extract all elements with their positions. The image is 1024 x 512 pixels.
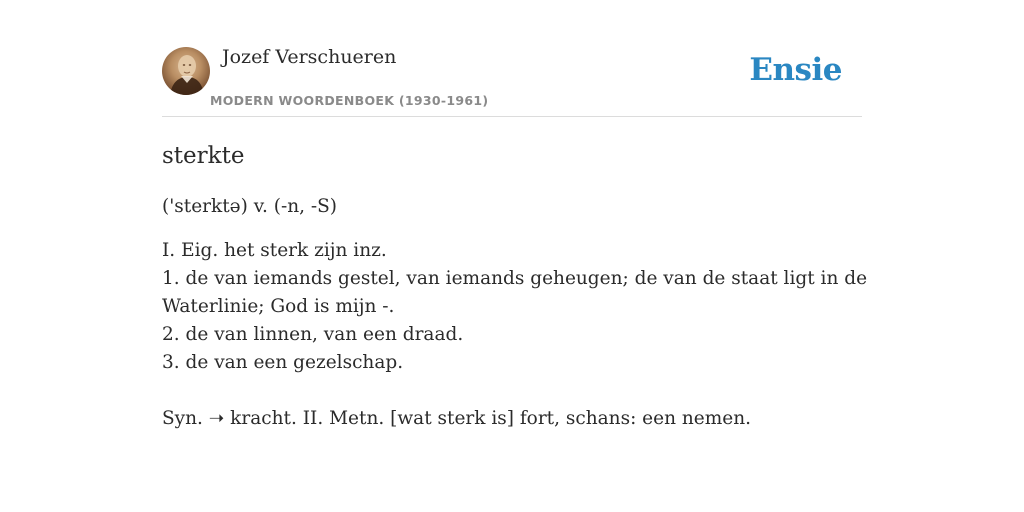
source-name[interactable]: MODERN WOORDENBOEK (1930-1961) [210, 93, 489, 108]
ensie-logo[interactable]: Ensie [749, 52, 842, 88]
author-name[interactable]: Jozef Verschueren [222, 46, 397, 68]
entry-term: sterkte [162, 143, 245, 169]
definition-line: 3. de van een gezelschap. [162, 352, 404, 373]
entry-definition [162, 237, 868, 433]
definition-line: 2. de van linnen, van een draad. [162, 324, 464, 345]
portrait-icon [162, 47, 210, 95]
definition-line: 1. de van iemands gestel, van iemands geheugen; de van de staat ligt in de [162, 268, 868, 289]
synonym-line: Syn. ➝ kracht. II. Metn. [wat sterk is] fort, schans: een nemen. [162, 408, 752, 429]
author-avatar[interactable] [162, 47, 210, 95]
entry-card [162, 40, 868, 433]
definition-line: I. Eig. het sterk zijn inz. [162, 240, 387, 261]
definition-spacer [162, 377, 862, 405]
entry-header [162, 40, 862, 117]
definition-line: Waterlinie; God is mijn -. [162, 296, 395, 317]
entry-pronunciation: ('sterktə) v. (-n, -S) [162, 196, 338, 217]
